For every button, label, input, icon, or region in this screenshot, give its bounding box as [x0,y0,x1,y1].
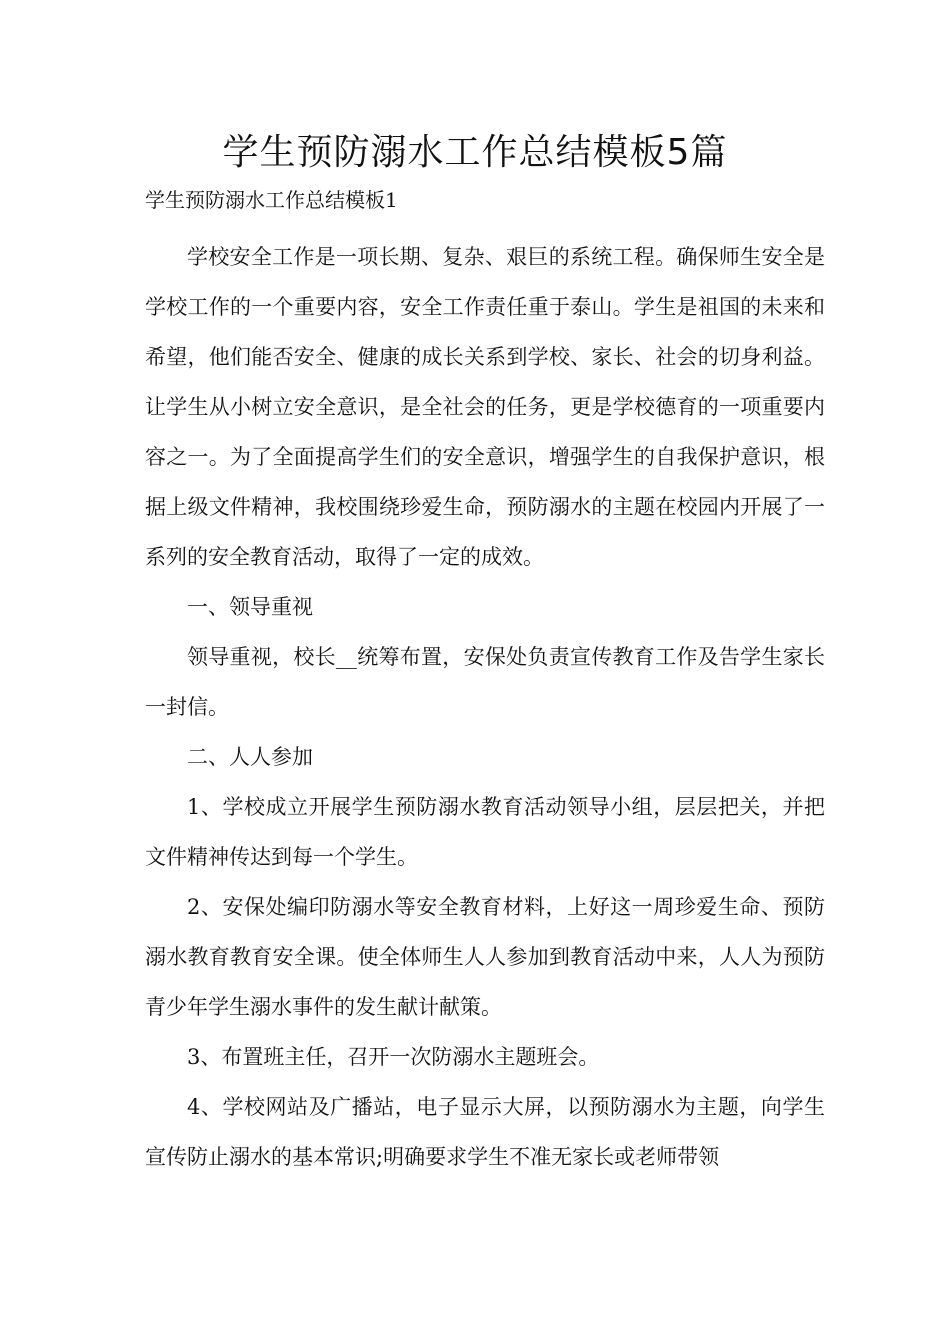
paragraph-leadership: 领导重视，校长__统筹布置，安保处负责宣传教育工作及告学生家长一封信。 [145,645,825,719]
document-subtitle: 学生预防溺水工作总结模板1 [145,188,398,212]
document-title: 学生预防溺水工作总结模板5篇 [222,132,728,173]
document-body [145,232,825,1182]
list-item-2: 2、安保处编印防溺水等安全教育材料，上好这一周珍爱生命、预防溺水教育教育安全课。使全体师生人人参加到教育活动中来，人人为预防青少年学生溺水事件的发生献计献策。 [145,895,825,1019]
section-heading-leadership: 一、领导重视 [187,595,313,619]
list-item-4: 4、学校网站及广播站，电子显示大屏，以预防溺水为主题，向学生宣传防止溺水的基本常识;明确要求学生不准无家长或老师带领 [145,1095,825,1169]
paragraph-intro: 学校安全工作是一项长期、复杂、艰巨的系统工程。确保师生安全是学校工作的一个重要内容，安全工作责任重于泰山。学生是祖国的未来和希望，他们能否安全、健康的成长关系到学校、家长、社会的切身利益。让学生从小树立安全意识，是全社会的任务，更是学校德育的一项重要内容之一。为了全面提高学生们的安全意识，增强学生的自我保护意识，根据上级文件精神，我校围绕珍爱生命，预防溺水的主题在校园内开展了一系列的安全教育活动，取得了一定的成效。 [145,245,825,569]
list-item-1: 1、学校成立开展学生预防溺水教育活动领导小组，层层把关，并把文件精神传达到每一个学生。 [145,795,825,869]
list-item-3: 3、布置班主任，召开一次防溺水主题班会。 [187,1045,600,1069]
section-heading-participation: 二、人人参加 [187,745,313,769]
